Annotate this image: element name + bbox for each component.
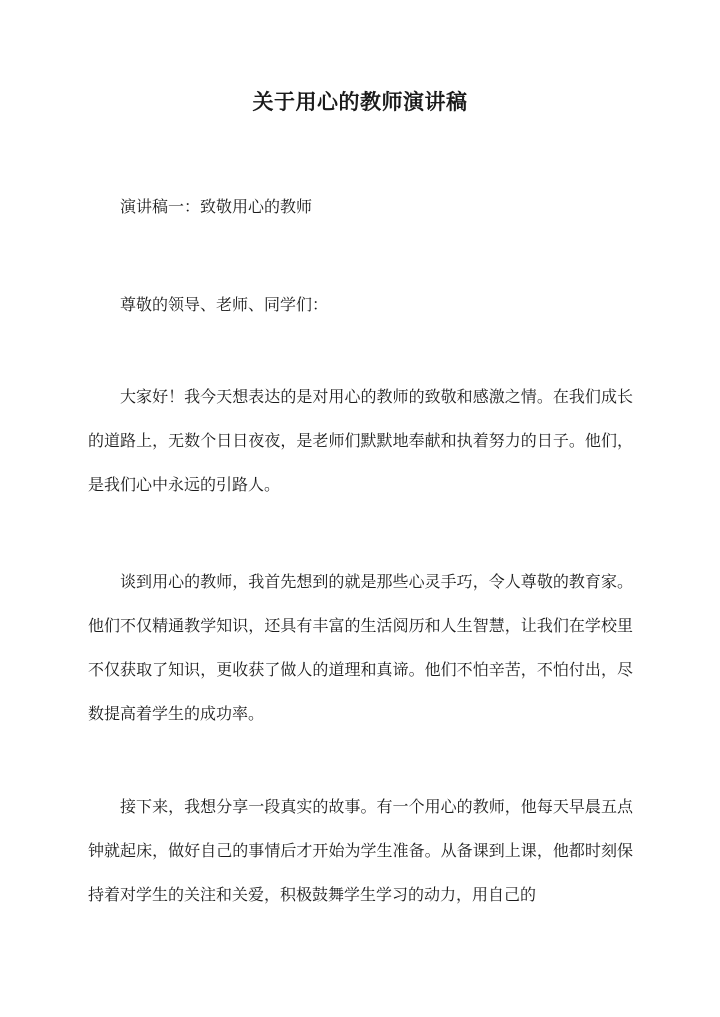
section-heading: 演讲稿一：致敬用心的教师 [120, 197, 313, 216]
paragraph-3: 接下来，我想分享一段真实的故事。有一个用心的教师，他每天早晨五点钟就起床，做好自己的事情后才开始为学生准备。从备课到上课，他都时刻保持着对学生的关注和关爱，积极鼓舞学生学习的动力，用自己的 [88, 797, 633, 904]
document-title: 关于用心的教师演讲稿 [252, 89, 468, 114]
paragraph-1: 大家好！我今天想表达的是对用心的教师的致敬和感激之情。在我们成长的道路上，无数个日日夜夜，是老师们默默地奉献和执着努力的日子。他们，是我们心中永远的引路人。 [88, 387, 633, 494]
greeting-line: 尊敬的领导、老师、同学们： [120, 295, 329, 314]
paragraph-2: 谈到用心的教师，我首先想到的就是那些心灵手巧，令人尊敬的教育家。他们不仅精通教学知识，还具有丰富的生活阅历和人生智慧，让我们在学校里不仅获取了知识，更收获了做人的道理和真谛。他们不怕辛苦，不怕付出，尽数提高着学生的成功率。 [88, 572, 633, 723]
